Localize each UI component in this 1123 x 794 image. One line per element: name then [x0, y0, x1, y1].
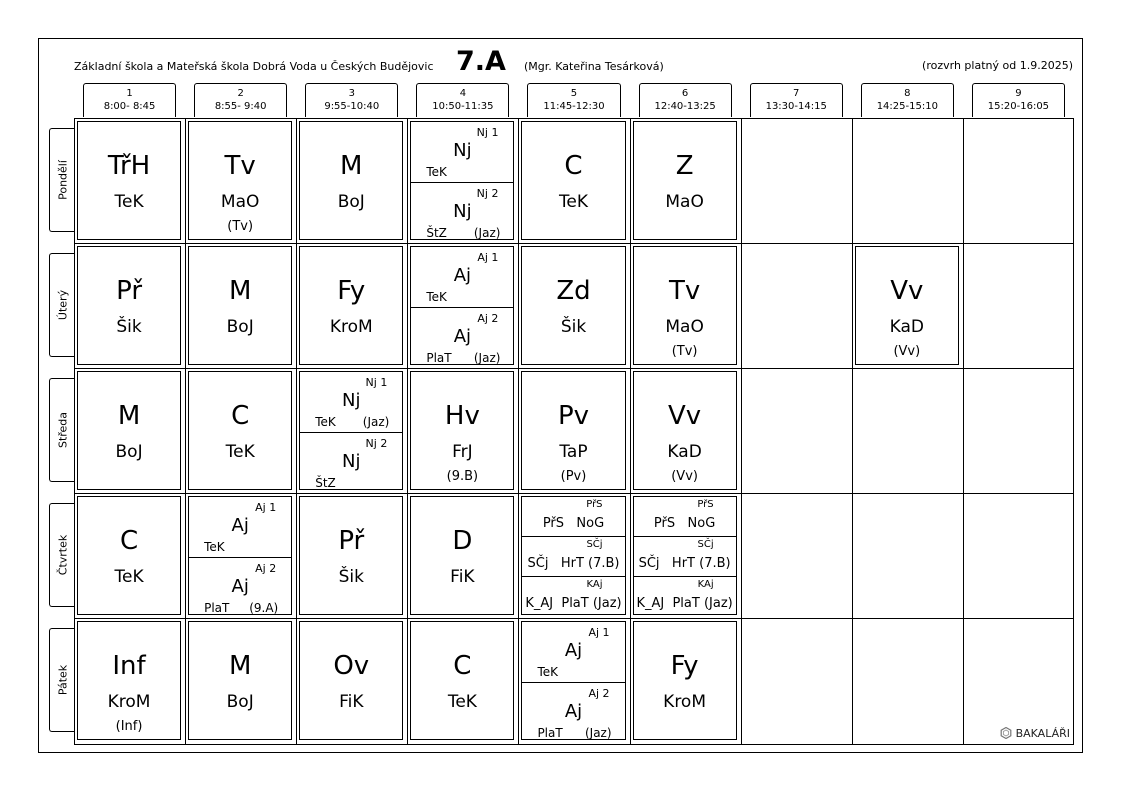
lesson-subject: Př — [116, 276, 143, 306]
lesson-teacher: MaO — [665, 317, 704, 337]
lesson-teacher: KaD — [889, 317, 924, 337]
lesson-cell[interactable] — [77, 496, 181, 615]
lesson-group-part[interactable] — [189, 497, 291, 558]
day-name: Úterý — [56, 289, 69, 321]
lesson-teacher: Šik — [116, 317, 142, 337]
lesson-subject: Aj — [231, 576, 249, 597]
lesson-subject: M — [117, 401, 141, 431]
lesson-room: (Jaz) — [362, 415, 390, 429]
lesson-cell[interactable] — [299, 121, 403, 240]
lesson-teacher: ŠtZ — [426, 226, 447, 240]
lesson-teacher: TeK — [114, 567, 144, 587]
period-time: 11:45-12:30 — [543, 101, 605, 112]
lesson-cell[interactable] — [633, 246, 737, 365]
lesson-group-part[interactable] — [634, 497, 736, 537]
grid-column-divider — [296, 118, 297, 745]
lesson-subject: Aj — [453, 326, 472, 347]
period-time: 10:50-11:35 — [432, 101, 494, 112]
lesson-room: (Jaz) — [473, 351, 501, 365]
period-header-9 — [972, 83, 1065, 117]
lesson-line: PřS NoG — [653, 516, 716, 531]
lesson-teacher: KaD — [667, 442, 702, 462]
lesson-group: PřS — [697, 499, 714, 510]
day-label-5 — [49, 628, 75, 732]
lesson-subject: Zd — [556, 276, 591, 306]
lesson-group-part[interactable] — [411, 122, 513, 183]
lesson-room: (9.A) — [249, 601, 279, 615]
period-time: 12:40-13:25 — [654, 101, 716, 112]
lesson-cell[interactable] — [633, 496, 737, 615]
lesson-cell[interactable] — [77, 371, 181, 490]
lesson-room: (9.B) — [446, 469, 479, 484]
period-number: 6 — [681, 88, 689, 99]
day-name: Středa — [56, 411, 69, 449]
grid-column-divider — [518, 118, 519, 745]
period-time: 13:30-14:15 — [765, 101, 827, 112]
lesson-cell[interactable] — [410, 621, 514, 740]
lesson-teacher: Šik — [560, 317, 587, 337]
lesson-group: KAj — [697, 579, 714, 590]
lesson-subject: Aj — [231, 515, 249, 536]
period-number: 8 — [904, 88, 911, 99]
lesson-room: (Pv) — [560, 469, 587, 484]
lesson-teacher: TeK — [315, 415, 336, 429]
lesson-group-part[interactable] — [411, 183, 513, 243]
grid-column-divider — [630, 118, 631, 745]
period-header-5 — [527, 83, 620, 117]
lesson-line: SČj HrT (7.B) — [527, 556, 620, 571]
lesson-group: Aj 2 — [588, 687, 610, 700]
lesson-teacher: TeK — [447, 692, 477, 712]
lesson-group-part[interactable] — [522, 622, 624, 683]
lesson-group-part[interactable] — [300, 372, 402, 433]
lesson-subject: Pv — [557, 401, 590, 431]
lesson-group-part[interactable] — [522, 683, 624, 743]
lesson-cell[interactable] — [299, 496, 403, 615]
lesson-line: SČj HrT (7.B) — [638, 556, 731, 571]
lesson-group: Nj 1 — [476, 126, 499, 139]
lesson-subject: Inf — [112, 651, 146, 681]
lesson-subject: Tv — [668, 276, 701, 306]
grid-column-divider — [852, 118, 853, 745]
lesson-cell[interactable] — [633, 371, 737, 490]
lesson-subject: Vv — [668, 401, 702, 431]
period-number: 2 — [237, 88, 244, 99]
lesson-group-part[interactable] — [522, 497, 624, 537]
lesson-cell[interactable] — [188, 121, 292, 240]
lesson-subject: Z — [675, 151, 694, 181]
period-time: 9:55-10:40 — [324, 101, 380, 112]
lesson-teacher: BoJ — [226, 692, 254, 712]
valid-from: (rozvrh platný od 1.9.2025) — [922, 59, 1073, 72]
lesson-teacher: TeK — [537, 665, 558, 679]
lesson-group: Aj 1 — [477, 251, 499, 264]
lesson-room: (Inf) — [115, 719, 143, 734]
lesson-group: KAj — [586, 579, 603, 590]
lesson-cell[interactable] — [299, 246, 403, 365]
lesson-group-part[interactable] — [634, 537, 736, 577]
bakalari-logo-text: BAKALÁŘI — [1015, 727, 1070, 740]
lesson-teacher: MaO — [220, 192, 260, 212]
grid-row-divider — [74, 368, 1074, 369]
class-teacher: (Mgr. Kateřina Tesárková) — [524, 60, 664, 73]
lesson-teacher: PlaT — [426, 351, 452, 365]
lesson-group: Nj 1 — [365, 376, 388, 389]
lesson-cell[interactable] — [521, 371, 625, 490]
grid-column-divider — [407, 118, 408, 745]
grid-row-divider — [74, 243, 1074, 244]
lesson-line: K_AJ PlaT (Jaz) — [525, 596, 622, 611]
lesson-teacher: FiK — [339, 692, 364, 712]
lesson-subject: Nj — [342, 451, 361, 472]
lesson-subject: Fy — [670, 651, 699, 681]
lesson-group: SČj — [697, 539, 714, 550]
lesson-cell[interactable] — [77, 121, 181, 240]
lesson-group: SČj — [586, 539, 603, 550]
lesson-cell[interactable] — [299, 371, 403, 490]
lesson-room: (Tv) — [227, 219, 254, 234]
class-title: 7.A — [456, 46, 506, 77]
lesson-subject: Aj — [453, 265, 472, 286]
lesson-subject: M — [340, 151, 363, 181]
lesson-cell[interactable] — [521, 621, 625, 740]
period-header-8 — [861, 83, 954, 117]
lesson-cell[interactable] — [855, 246, 959, 365]
lesson-room: (Tv) — [671, 344, 698, 359]
lesson-teacher: TeK — [225, 442, 255, 462]
bakalari-logo-icon — [1000, 727, 1012, 739]
lesson-cell[interactable] — [188, 621, 292, 740]
lesson-subject: C — [564, 151, 583, 181]
lesson-cell[interactable] — [410, 246, 514, 365]
day-label-1 — [49, 128, 75, 232]
lesson-room: (Vv) — [893, 344, 921, 359]
day-label-2 — [49, 253, 75, 357]
lesson-room: (Vv) — [671, 469, 698, 484]
lesson-group: Aj 2 — [255, 562, 277, 575]
lesson-teacher: BoJ — [226, 317, 254, 337]
period-header-1 — [83, 83, 176, 117]
lesson-group: Nj 2 — [365, 437, 388, 450]
lesson-teacher: FrJ — [452, 442, 473, 462]
lesson-cell[interactable] — [633, 121, 737, 240]
lesson-teacher: TeK — [426, 290, 447, 304]
lesson-teacher: TeK — [426, 165, 447, 179]
lesson-teacher: FiK — [450, 567, 475, 587]
lesson-teacher: TeK — [558, 192, 589, 212]
day-label-4 — [49, 503, 75, 607]
lesson-cell[interactable] — [521, 246, 625, 365]
school-name: Základní škola a Mateřská škola Dobrá Voda u Českých Budějovic — [74, 60, 434, 73]
lesson-subject: Př — [338, 526, 365, 556]
lesson-group: Aj 1 — [255, 501, 277, 514]
period-time: 14:25-15:10 — [876, 101, 938, 112]
lesson-subject: TřH — [107, 151, 151, 181]
lesson-teacher: Šik — [338, 567, 364, 587]
lesson-room: (Jaz) — [584, 726, 612, 740]
day-name: Čtvrtek — [56, 534, 69, 576]
lesson-subject: C — [231, 401, 250, 431]
lesson-subject: Nj — [453, 140, 472, 161]
period-header-2 — [194, 83, 287, 117]
lesson-group: Aj 2 — [477, 312, 499, 325]
lesson-teacher: KroM — [663, 692, 707, 712]
grid-column-divider — [963, 118, 964, 745]
lesson-line: PřS NoG — [542, 516, 605, 531]
lesson-cell[interactable] — [410, 496, 514, 615]
period-time: 15:20-16:05 — [987, 101, 1050, 112]
bakalari-logo — [1000, 727, 1070, 740]
grid-column-divider — [185, 118, 186, 745]
lesson-group-part[interactable] — [411, 247, 513, 308]
lesson-cell[interactable] — [521, 121, 625, 240]
period-header-6 — [639, 83, 732, 117]
lesson-subject: M — [228, 651, 252, 681]
lesson-subject: C — [453, 651, 472, 681]
lesson-cell[interactable] — [188, 496, 292, 615]
lesson-subject: Vv — [890, 276, 924, 306]
day-label-3 — [49, 378, 75, 482]
period-time: 8:00- 8:45 — [103, 101, 156, 112]
lesson-subject: Aj — [564, 640, 583, 661]
lesson-group-part[interactable] — [189, 558, 291, 618]
period-number: 9 — [1015, 88, 1022, 99]
lesson-teacher: KroM — [107, 692, 151, 712]
lesson-group-part[interactable] — [522, 537, 624, 577]
period-number: 3 — [348, 88, 355, 99]
lesson-group: Nj 2 — [476, 187, 499, 200]
lesson-cell[interactable] — [77, 621, 181, 740]
lesson-cell[interactable] — [188, 371, 292, 490]
lesson-teacher: TeK — [114, 192, 144, 212]
lesson-cell[interactable] — [521, 496, 625, 615]
lesson-group-part[interactable] — [634, 577, 736, 616]
period-number: 4 — [459, 88, 467, 99]
grid-row-divider — [74, 618, 1074, 619]
lesson-subject: Hv — [444, 401, 480, 431]
lesson-cell[interactable] — [410, 371, 514, 490]
grid-column-divider — [741, 118, 742, 745]
lesson-subject: C — [119, 526, 139, 556]
period-number: 1 — [126, 88, 133, 99]
lesson-cell[interactable] — [633, 621, 737, 740]
lesson-teacher: ŠtZ — [315, 476, 336, 490]
lesson-subject: Fy — [337, 276, 366, 306]
lesson-cell[interactable] — [188, 246, 292, 365]
lesson-cell[interactable] — [410, 121, 514, 240]
lesson-teacher: BoJ — [337, 192, 365, 212]
day-name: Pátek — [56, 664, 69, 696]
lesson-subject: Aj — [564, 701, 583, 722]
lesson-teacher: PlaT — [204, 601, 230, 615]
lesson-cell[interactable] — [299, 621, 403, 740]
lesson-teacher: KroM — [329, 317, 373, 337]
lesson-subject: D — [452, 526, 473, 556]
grid-row-divider — [74, 493, 1074, 494]
lesson-group-part[interactable] — [522, 577, 624, 616]
lesson-group-part[interactable] — [411, 308, 513, 368]
lesson-room: (Jaz) — [473, 226, 501, 240]
lesson-subject: Nj — [342, 390, 361, 411]
day-name: Pondělí — [56, 160, 69, 200]
period-number: 5 — [570, 88, 578, 99]
period-time: 8:55- 9:40 — [214, 101, 267, 112]
lesson-teacher: TeK — [204, 540, 225, 554]
lesson-teacher: PlaT — [537, 726, 563, 740]
lesson-teacher: TaP — [559, 442, 588, 462]
period-header-4 — [416, 83, 509, 117]
lesson-group-part[interactable] — [300, 433, 402, 493]
lesson-subject: Nj — [453, 201, 472, 222]
lesson-group: Aj 1 — [588, 626, 610, 639]
lesson-teacher: BoJ — [115, 442, 143, 462]
period-number: 7 — [793, 88, 800, 99]
lesson-subject: Ov — [333, 651, 370, 681]
period-header-3 — [305, 83, 398, 117]
lesson-teacher: MaO — [665, 192, 704, 212]
lesson-cell[interactable] — [77, 246, 181, 365]
lesson-subject: Tv — [224, 151, 256, 181]
lesson-line: K_AJ PlaT (Jaz) — [636, 596, 733, 611]
period-header-7 — [750, 83, 843, 117]
lesson-group: PřS — [586, 499, 603, 510]
lesson-subject: M — [228, 276, 252, 306]
